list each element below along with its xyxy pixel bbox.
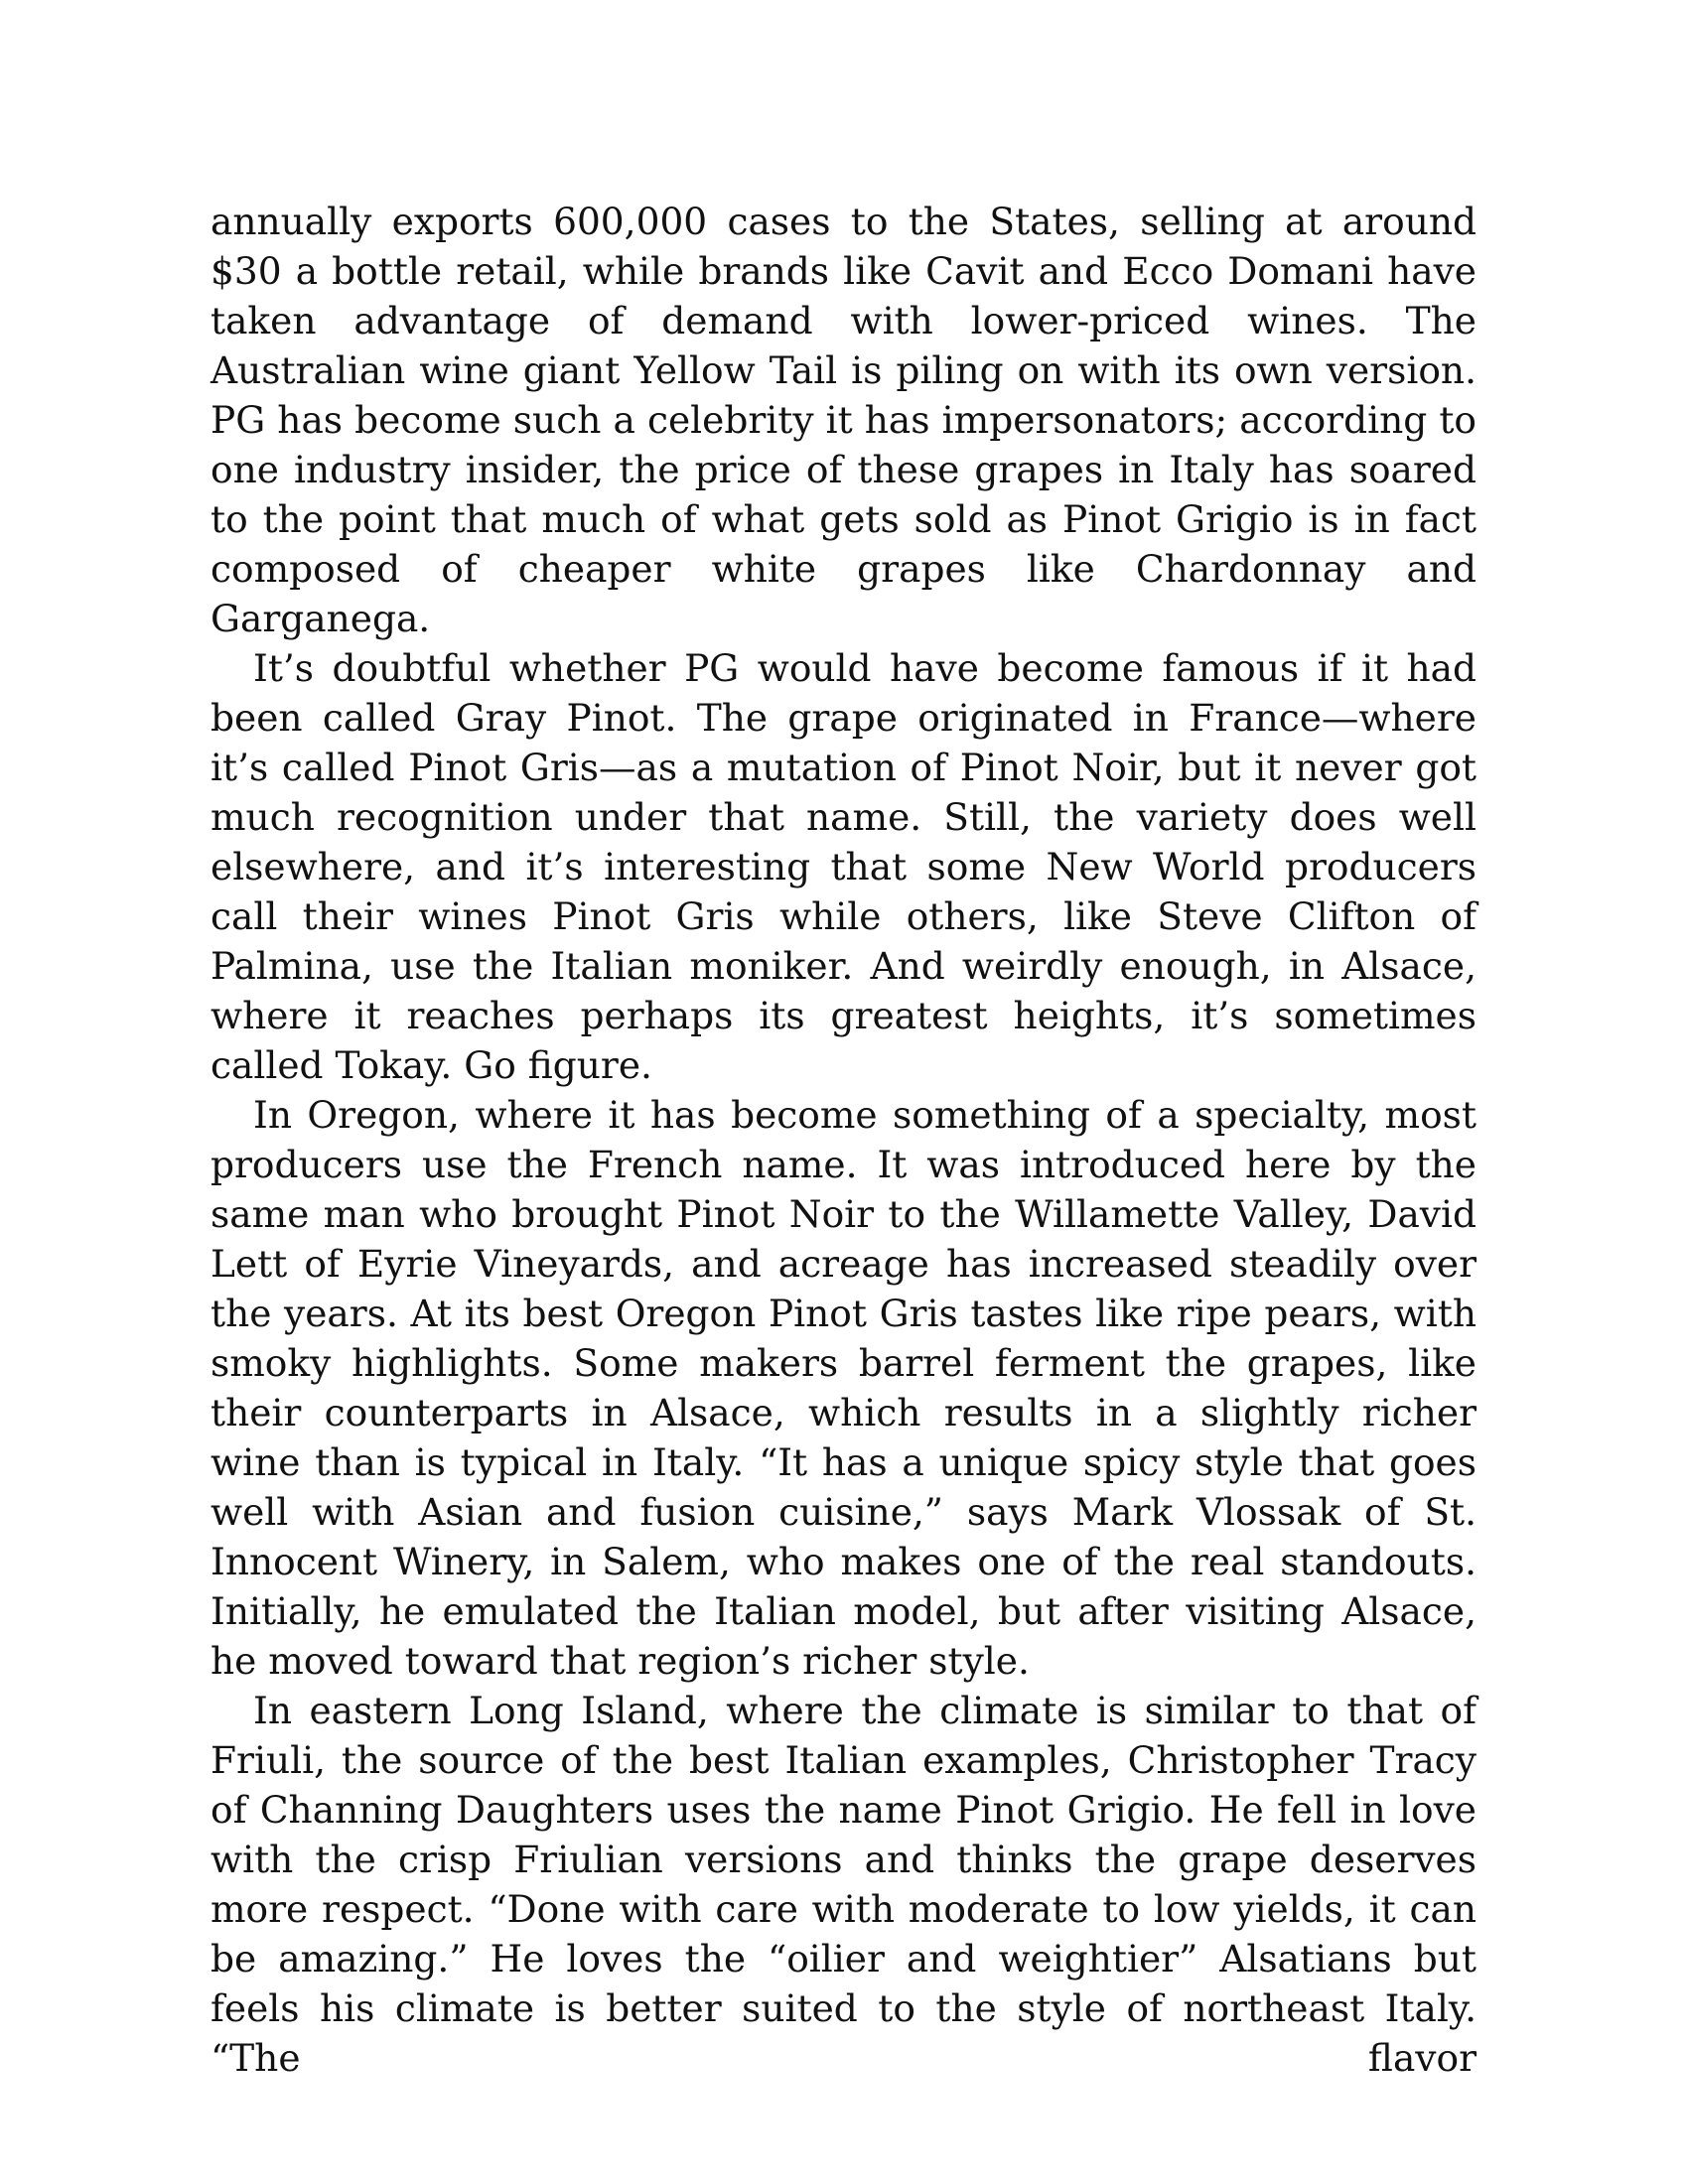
page-body: [211, 197, 1477, 2083]
paragraph-oregon: In Oregon, where it has become something of a specialty, most producers use the French name. It was introduced here by the same man who brought Pinot Noir to the Willamette Valley, David Lett of Eyrie Vineyards, and acreage has increased steadily over the years. At its best Oregon Pinot Gris tastes like ripe pears, with smoky highlights. Some makers barrel ferment the grapes, like their counterparts in Alsace, which results in a slightly richer wine than is typical in Italy. “It has a unique spicy style that goes well with Asian and fusion cuisine,” says Mark Vlossak of St. Innocent Winery, in Salem, who makes one of the real standouts. Initially, he emulated the Italian model, but after visiting Alsace, he moved toward that region’s richer style.: [211, 1093, 1477, 1683]
paragraph-long-island: In eastern Long Island, where the climate is similar to that of Friuli, the source of the best Italian examples, Christopher Tracy of Channing Daughters uses the name Pinot Grigio. He fell in love with the crisp Friulian versions and thinks the grape deserves more respect. “Done with care with moderate to low yields, it can be amazing.” He loves the “oilier and weightier” Alsatians but feels his climate is better suited to the style of northeast Italy. “The flavor: [211, 1689, 1477, 2080]
paragraph-continuation: annually exports 600,000 cases to the States, selling at around $30 a bottle retail, while brands like Cavit and Ecco Domani have taken advantage of demand with lower-priced wines. The Australian wine giant Yellow Tail is piling on with its own version. PG has become such a celebrity it has impersonators; according to one industry insider, the price of these grapes in Italy has soared to the point that much of what gets sold as Pinot Grigio is in fact composed of cheaper white grapes like Chardonnay and Garganega.: [211, 200, 1477, 640]
paragraph-gray-pinot: It’s doubtful whether PG would have become famous if it had been called Gray Pinot. The grape originated in France—where it’s called Pinot Gris—as a mutation of Pinot Noir, but it never got much recognition under that name. Still, the variety does well elsewhere, and it’s interesting that some New World producers call their wines Pinot Gris while others, like Steve Clifton of Palmina, use the Italian moniker. And weirdly enough, in Alsace, where it reaches perhaps its greatest heights, it’s sometimes called Tokay. Go figure.: [211, 646, 1477, 1087]
